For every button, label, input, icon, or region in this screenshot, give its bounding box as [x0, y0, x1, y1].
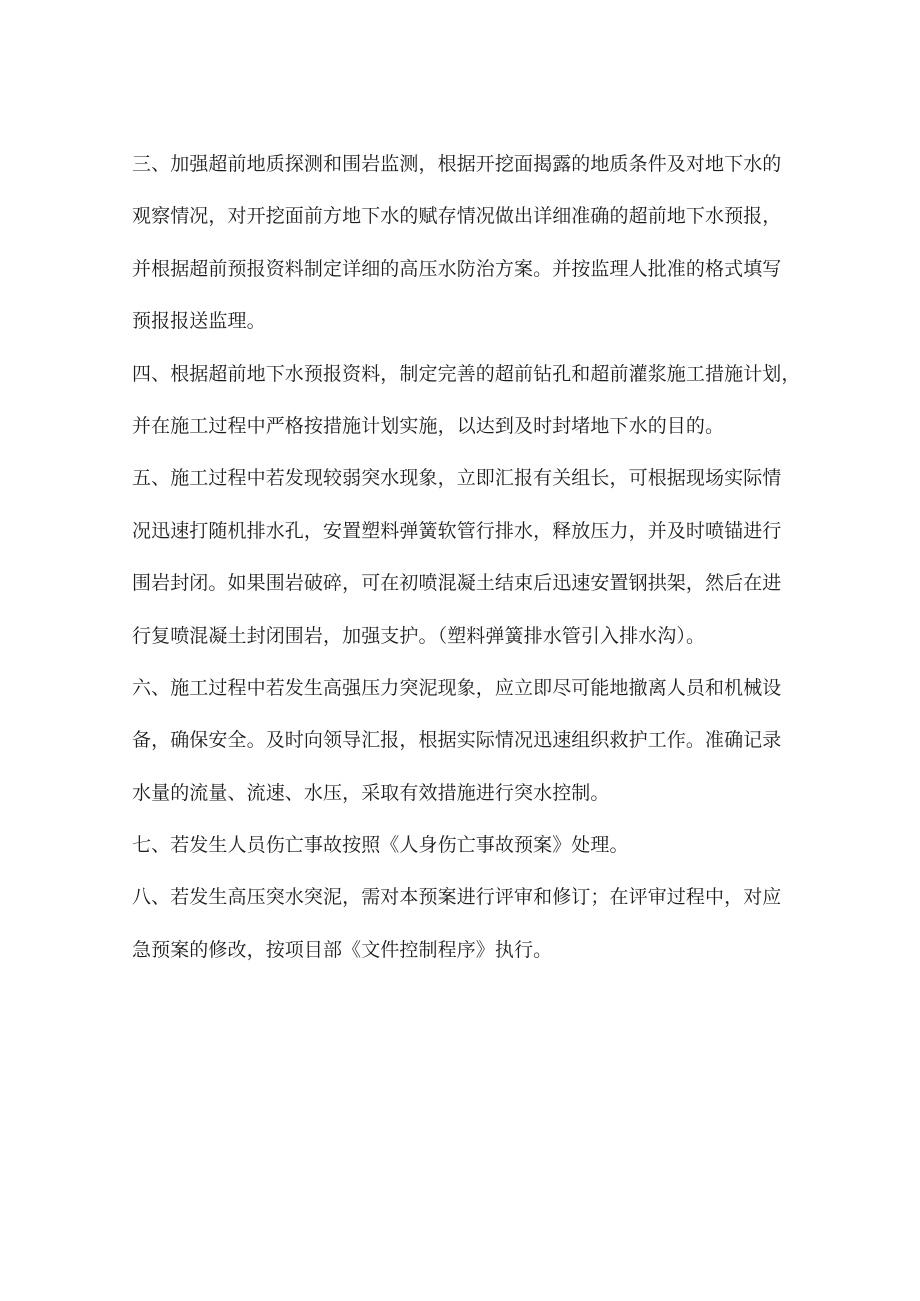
text-line: 备，确保安全。及时向领导汇报，根据实际情况迅速组织救护工作。准确记录: [132, 729, 782, 752]
text-line: 急预案的修改，按项目部《文件控制程序》执行。: [132, 938, 553, 961]
text-line: 预报报送监理。: [132, 310, 266, 333]
text-line: 行复喷混凝土封闭围岩，加强支护。（塑料弹簧排水管引入排水沟）。: [132, 624, 706, 647]
text-line: 八、若发生高压突水突泥，需对本预案进行评审和修订；在评审过程中，对应: [132, 886, 782, 909]
text-line: 并在施工过程中严格按措施计划实施，以达到及时封堵地下水的目的。: [132, 414, 725, 437]
text-line: 观察情况，对开挖面前方地下水的赋存情况做出详细准确的超前地下水预报，: [132, 205, 782, 228]
text-line: 况迅速打随机排水孔，安置塑料弹簧软管行排水，释放压力，并及时喷锚进行: [132, 519, 782, 542]
document-body: [132, 142, 832, 980]
text-line: 并根据超前预报资料制定详细的高压水防治方案。并按监理人批准的格式填写: [132, 257, 782, 280]
text-line: 六、施工过程中若发生高强压力突泥现象，应立即尽可能地撤离人员和机械设: [132, 676, 782, 699]
text-line: 三、加强超前地质探测和围岩监测，根据开挖面揭露的地质条件及对地下水的: [132, 153, 782, 175]
text-line: 五、施工过程中若发现较弱突水现象，立即汇报有关组长，可根据现场实际情: [132, 467, 782, 490]
text-line: 围岩封闭。如果围岩破碎，可在初喷混凝土结束后迅速安置钢拱架，然后在进: [132, 572, 782, 595]
text-line: 七、若发生人员伤亡事故按照《人身伤亡事故预案》处理。: [132, 834, 629, 857]
text-line: 四、根据超前地下水预报资料，制定完善的超前钻孔和超前灌浆施工措施计划，: [132, 362, 801, 385]
text-line: 水量的流量、流速、水压，采取有效措施进行突水控制。: [132, 781, 610, 804]
